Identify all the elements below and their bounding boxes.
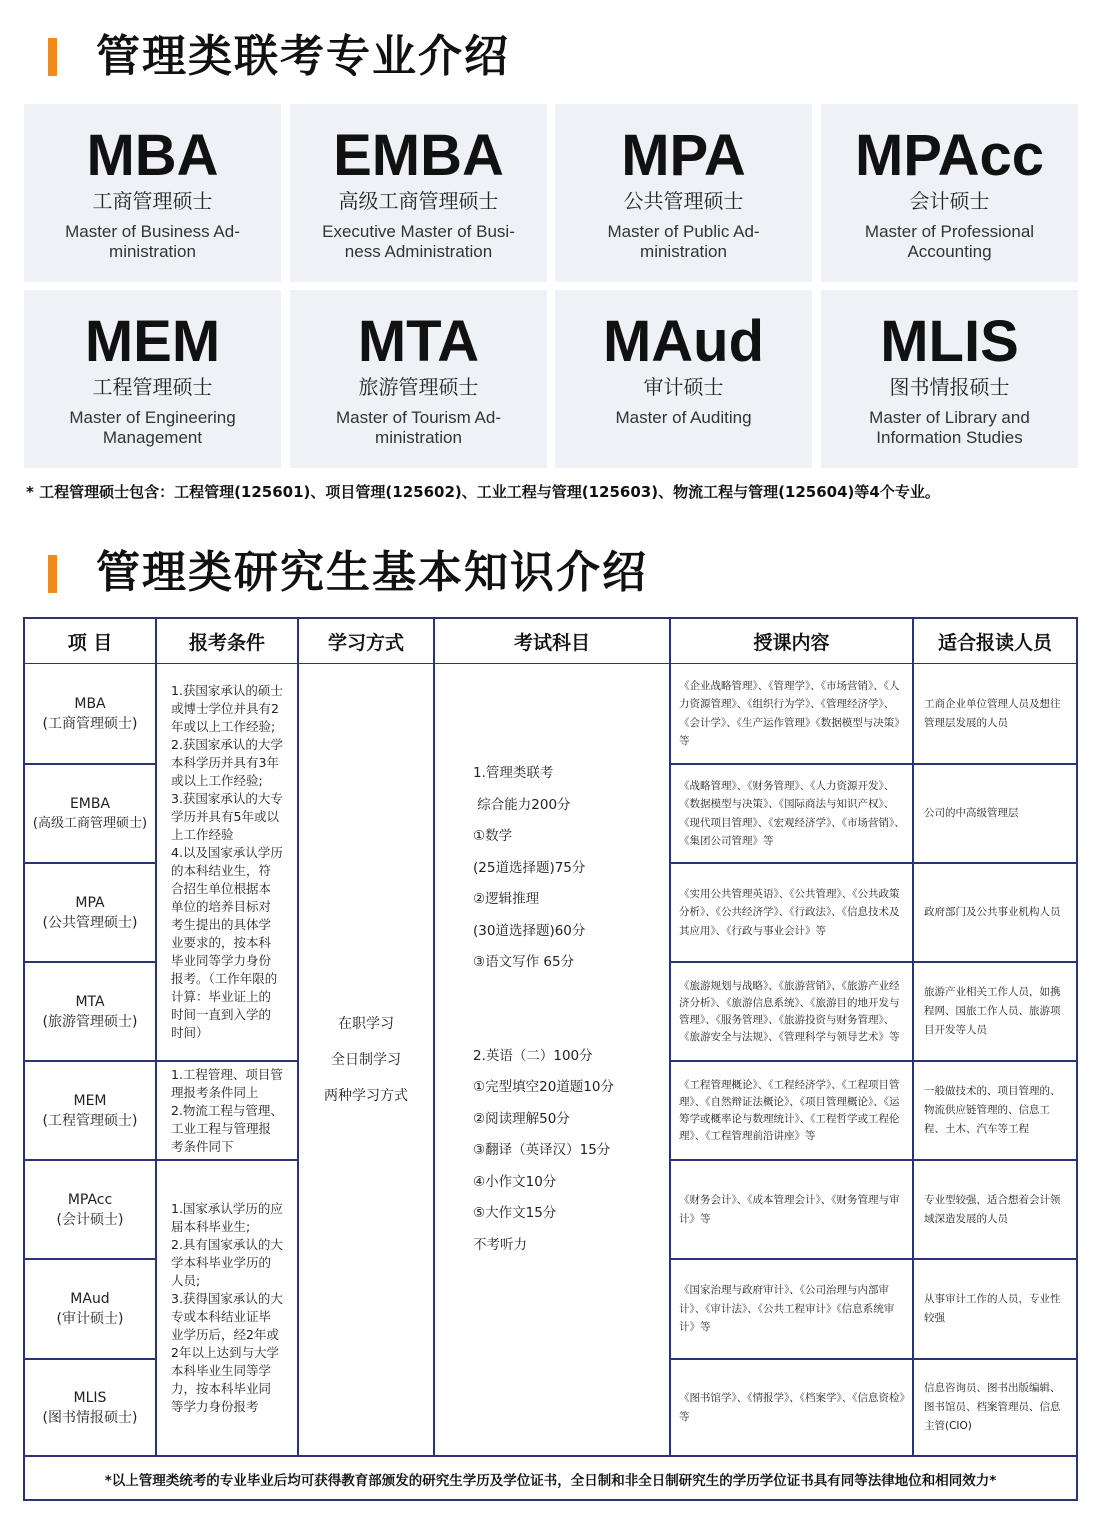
audience-text: 从事审计工作的人员，专业性较强 xyxy=(924,1293,1061,1324)
course-text: 《财务会计》、《成本管理会计》、《财务管理与审计》等 xyxy=(679,1194,900,1225)
degree-certificate-note: *以上管理类统考的专业毕业后均可获得教育部颁发的研究生学历及学位证书，全日制和非全日制研究生的学历学位证书具有同等法律地位和相同效力* xyxy=(104,1473,997,1489)
program-en-name: Master of Tourism Ad-ministration xyxy=(335,408,502,447)
exam-line: ②逻辑推理 xyxy=(473,891,540,907)
project-name: (图书情报硕士) xyxy=(42,1409,138,1426)
program-cn-name: 图书情报硕士 xyxy=(889,375,1010,399)
exam-line: ①数学 xyxy=(473,828,513,844)
exam-line: ④小作文10分 xyxy=(473,1173,557,1190)
course-cell xyxy=(671,963,912,1060)
exam-line: 2.英语（二）100分 xyxy=(473,1047,593,1064)
audience-cell xyxy=(914,1260,1076,1358)
course-text: 《图书馆学》、《情报学》、《档案学》、《信息资检》等 xyxy=(679,1392,905,1423)
audience-cell xyxy=(914,1360,1076,1455)
exam-line: (30道选择题)60分 xyxy=(473,922,586,939)
program-en-name: Executive Master of Busi-ness Administration xyxy=(322,222,515,261)
program-card-maud xyxy=(555,290,812,468)
course-text: 《战略管理》、《财务管理》、《人力资源开发》、《数据模型与决策》、《国际商法与知识产权》、《现代项目管理》、《宏观经济学》、《市场营销》、《集团公司管理》等 xyxy=(679,779,905,847)
program-abbr: MPA xyxy=(621,123,746,188)
project-cell xyxy=(25,1161,155,1258)
audience-cell xyxy=(914,963,1076,1060)
program-card-mpacc xyxy=(821,104,1078,282)
audience-cell xyxy=(914,1062,1076,1159)
program-abbr: MBA xyxy=(86,123,219,188)
project-cell xyxy=(25,1260,155,1358)
course-text: 《企业战略管理》、《管理学》、《市场营销》、《人力资源管理》、《组织行为学》、《管理经济学》、《会计学》、《生产运作管理》《数据模型与决策》等 xyxy=(679,679,905,747)
project-cell xyxy=(25,864,155,961)
project-cell xyxy=(25,1360,155,1455)
project-cell xyxy=(25,664,155,763)
section-accent-bar xyxy=(48,38,57,76)
conditions-group-1 xyxy=(157,664,297,1060)
program-abbr: MLIS xyxy=(880,309,1019,374)
project-cell xyxy=(25,765,155,862)
conditions-text: 1.国家承认学历的应届本科毕业生; 2.具有国家承认的大学本科毕业学历的人员; 3.获得国家承认的大专或本科结业证毕业学历后，经2年或2年以上达到与大学本科毕业生同等学力，按本科毕业同等学力身份报考 xyxy=(171,1201,283,1414)
course-cell xyxy=(671,1360,912,1455)
course-cell xyxy=(671,664,912,763)
program-card-mta xyxy=(290,290,547,468)
exam-line: ③翻译（英译汉）15分 xyxy=(473,1142,611,1158)
course-cell xyxy=(671,765,912,862)
program-cn-name: 公共管理硕士 xyxy=(623,189,744,213)
program-abbr: MEM xyxy=(84,309,221,374)
exam-line: ③语文写作 65分 xyxy=(473,954,575,970)
course-cell xyxy=(671,1161,912,1258)
exam-spacer xyxy=(473,979,614,1041)
audience-text: 信息咨询员、图书出版编辑、图书馆员、档案管理员、信息主管(CIO) xyxy=(924,1382,1061,1432)
course-cell xyxy=(671,864,912,961)
program-card-mem xyxy=(24,290,281,468)
project-name: (会计硕士) xyxy=(56,1211,124,1228)
audience-text: 政府部门及公共事业机构人员 xyxy=(924,906,1061,918)
project-cell xyxy=(25,1062,155,1159)
exam-line: ②阅读理解50分 xyxy=(473,1110,570,1127)
conditions-group-3 xyxy=(157,1161,297,1455)
program-abbr: MPAcc xyxy=(854,123,1045,188)
program-en-name: Master of Professional Accounting xyxy=(864,222,1035,261)
audience-cell xyxy=(914,864,1076,961)
audience-text: 工商企业单位管理人员及想往管理层发展的人员 xyxy=(924,697,1061,729)
exam-line: 综合能力200分 xyxy=(473,796,571,813)
project-name: (高级工商管理硕士) xyxy=(32,815,148,831)
project-code: MEM xyxy=(73,1092,107,1109)
course-cell xyxy=(671,1062,912,1159)
header-study-mode: 学习方式 xyxy=(299,619,433,663)
project-code: MPAcc xyxy=(67,1191,113,1208)
program-en-name: Master of Business Ad-ministration xyxy=(65,222,240,261)
program-en-name: Master of Engineering Management xyxy=(69,408,236,447)
engineering-note: * 工程管理硕士包含：工程管理(125601)、项目管理(125602)、工业工程与管理(125603)、物流工程与管理(125604)等4个专业。 xyxy=(26,483,940,501)
section-accent-bar xyxy=(48,555,57,593)
exam-line: ⑤大作文15分 xyxy=(473,1205,557,1221)
project-code: MPA xyxy=(75,894,105,911)
audience-cell xyxy=(914,765,1076,862)
conditions-text: 1.工程管理、项目管理报考条件同上 2.物流工程与管理、工业工程与管理报考条件同下 xyxy=(171,1066,283,1154)
study-mode-item: 全日制学习 xyxy=(331,1051,401,1068)
audience-text: 专业型较强，适合想着会计领域深造发展的人员 xyxy=(924,1193,1061,1225)
exam-subjects-cell xyxy=(435,664,669,1455)
program-en-name: Master of Auditing xyxy=(615,408,752,427)
project-name: (公共管理硕士) xyxy=(42,914,138,931)
course-text: 《实用公共管理英语》、《公共管理》、《公共政策分析》、《公共经济学》、《行政法》、《信息技术及其应用》、《行政与事业会计》等 xyxy=(679,887,900,937)
program-card-mba xyxy=(24,104,281,282)
project-code: MLIS xyxy=(73,1389,107,1406)
audience-cell xyxy=(914,1161,1076,1258)
course-cell xyxy=(671,1260,912,1358)
header-project: 项 目 xyxy=(25,619,155,663)
section-title-programs: 管理类联考专业介绍 xyxy=(96,31,510,82)
project-name: (工商管理硕士) xyxy=(42,715,138,732)
program-abbr: MTA xyxy=(357,309,480,374)
program-abbr: EMBA xyxy=(333,123,504,188)
project-code: MTA xyxy=(75,993,105,1010)
program-cn-name: 审计硕士 xyxy=(643,375,724,399)
study-mode-cell xyxy=(299,664,433,1455)
header-exam-subjects: 考试科目 xyxy=(435,619,669,663)
course-text: 《国家治理与政府审计》、《公司治理与内部审计》、《审计法》、《公共工程审计》《信息系统审计》等 xyxy=(679,1284,895,1334)
program-abbr: MAud xyxy=(602,309,765,374)
program-card-emba xyxy=(290,104,547,282)
study-mode-item: 两种学习方式 xyxy=(324,1087,408,1104)
project-code: EMBA xyxy=(69,795,111,812)
header-target-audience: 适合报读人员 xyxy=(914,619,1076,663)
program-en-name: Master of Public Ad-ministration xyxy=(607,222,760,261)
project-cell xyxy=(25,963,155,1060)
program-card-mlis xyxy=(821,290,1078,468)
conditions-group-2 xyxy=(157,1062,297,1159)
program-card-mpa xyxy=(555,104,812,282)
audience-cell xyxy=(914,664,1076,763)
program-en-name: Master of Library and Information Studies xyxy=(869,408,1030,447)
program-cn-name: 工程管理硕士 xyxy=(92,375,213,399)
audience-text: 公司的中高级管理层 xyxy=(924,807,1019,819)
study-mode-item: 在职学习 xyxy=(338,1015,394,1032)
audience-text: 一般做技术的、项目管理的、物流供应链管理的、信息工程、土木、汽车等工程 xyxy=(924,1085,1061,1135)
knowledge-table xyxy=(23,617,1078,1501)
exam-line: (25道选择题)75分 xyxy=(473,859,586,876)
exam-line: 1.管理类联考 xyxy=(473,765,554,781)
program-cn-name: 旅游管理硕士 xyxy=(358,375,479,399)
audience-text: 旅游产业相关工作人员，如携程网、国旅工作人员、旅游项目开发等人员 xyxy=(924,986,1061,1036)
header-conditions: 报考条件 xyxy=(157,619,297,663)
program-cn-name: 工商管理硕士 xyxy=(92,189,213,213)
header-course-content: 授课内容 xyxy=(671,619,912,663)
project-code: MAud xyxy=(70,1291,110,1307)
program-cn-name: 高级工商管理硕士 xyxy=(338,189,499,213)
exam-line: ①完型填空20道题10分 xyxy=(473,1079,614,1095)
course-text: 《旅游规划与战略》、《旅游营销》、《旅游产业经济分析》、《旅游信息系统》、《旅游目的地开发与管理》、《服务管理》、《旅游投资与财务管理》、《旅游安全与法规》、《管理科学与领导艺术》等 xyxy=(679,979,900,1043)
section-title-knowledge: 管理类研究生基本知识介绍 xyxy=(96,547,648,598)
conditions-text: 1.获国家承认的硕士或博士学位并具有2年或以上工作经验; 2.获国家承认的大学本科学历并具有3年或以上工作经验; 3.获国家承认的大专学历并具有5年或以上工作经验 4.以及国家承认学历的本科结业生，符合招生单位根据本单位的培养目标对考生提出的具体学业要求的，按本科毕业同等学力身份报考。（工作年限的计算：毕业证上的时间一直到入学的时间） xyxy=(171,683,283,1040)
project-name: (工程管理硕士) xyxy=(42,1112,138,1129)
project-name: (审计硕士) xyxy=(56,1311,124,1327)
program-cn-name: 会计硕士 xyxy=(909,189,990,213)
project-name: (旅游管理硕士) xyxy=(42,1013,138,1030)
exam-line: 不考听力 xyxy=(473,1236,527,1253)
course-text: 《工程管理概论》、《工程经济学》、《工程项目管理》、《自然辩证法概论》、《项目管理概论》、《运筹学或概率论与数理统计》、《工程哲学或工程伦理》、《工程管理前沿讲座》等 xyxy=(679,1078,900,1142)
project-code: MBA xyxy=(74,695,106,712)
